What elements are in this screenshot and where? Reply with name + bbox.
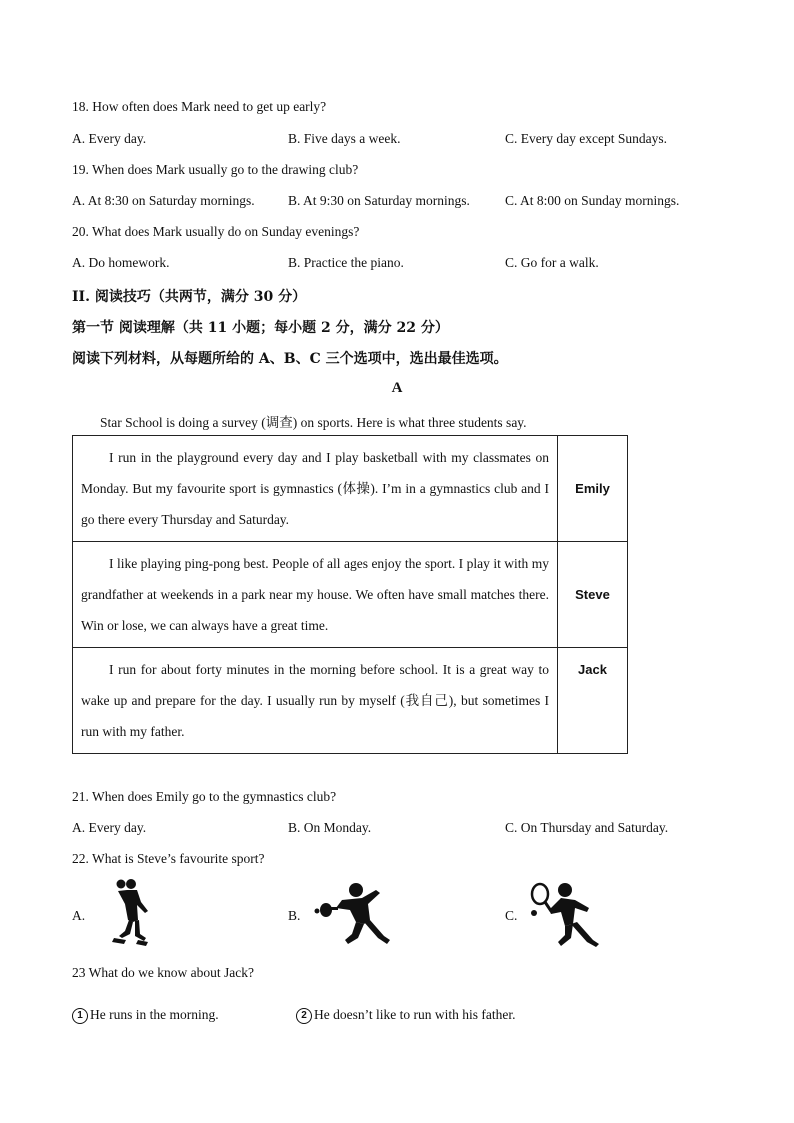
q19-option-c[interactable]: C. At 8:00 on Sunday mornings. [505,193,680,208]
row-text: I run in the playground every day and I play basketball with my classmates on Monday. But my favourite sport is gymnastics (体操). I’m in a gymnastics club and I go there every Thursday and Saturday. [81,450,549,527]
row-text: I like playing ping-pong best. People of all ages enjoy the sport. I play it with my grandfather at weekends in a park near my house. We often have small matches there. Win or lose, we can always have a great time. [81,556,549,633]
part-heading: 第一节 阅读理解（共 11 小题；每小题 2 分，满分 22 分） [72,320,449,336]
question-23: 23 What do we know about Jack? [72,965,254,980]
question-18: 18. How often does Mark need to get up early? [72,99,327,114]
question-20: 20. What does Mark usually do on Sunday evenings? [72,224,360,239]
passage-intro: Star School is doing a survey (调查) on sports. Here is what three students say. [100,415,527,430]
student-name: Jack [558,648,628,754]
tennis-player-icon[interactable] [527,880,609,950]
q21-option-a[interactable]: A. Every day. [72,820,147,835]
table-row [73,542,628,648]
q20-option-a[interactable]: A. Do homework. [72,255,170,270]
q20-option-c[interactable]: C. Go for a walk. [505,255,599,270]
row-text: I run for about forty minutes in the morning before school. It is a great way to wake up and prepare for the day. I usually run by myself (我自己), but sometimes I run with my father. [81,662,549,739]
q18-option-c[interactable]: C. Every day except Sundays. [505,131,667,146]
q20-option-b[interactable]: B. Practice the piano. [288,255,404,270]
circled-number: 1 [72,1008,88,1024]
survey-table [72,435,628,754]
ping-pong-player-icon[interactable] [312,880,396,948]
table-row [73,436,628,542]
circled-number: 2 [296,1008,312,1024]
question-19: 19. When does Mark usually go to the drawing club? [72,162,359,177]
passage-label: A [391,380,403,396]
q18-option-b[interactable]: B. Five days a week. [288,131,401,146]
student-name: Steve [558,542,628,648]
statement-text: He runs in the morning. [90,1007,219,1022]
table-row [73,648,628,754]
q22-option-b[interactable]: B. [288,908,301,923]
q22-option-a[interactable]: A. [72,908,86,923]
q21-option-b[interactable]: B. On Monday. [288,820,372,835]
question-21: 21. When does Emily go to the gymnastics club? [72,789,337,804]
q22-option-c[interactable]: C. [505,908,518,923]
q18-option-a[interactable]: A. Every day. [72,131,147,146]
question-22: 22. What is Steve’s favourite sport? [72,851,265,866]
student-name: Emily [558,436,628,542]
section-heading: II. 阅读技巧（共两节，满分 30 分） [72,289,307,305]
q19-option-a[interactable]: A. At 8:30 on Saturday mornings. [72,193,255,208]
q23-statement-1[interactable] [72,1007,219,1024]
statement-text: He doesn’t like to run with his father. [314,1007,516,1022]
q19-option-b[interactable]: B. At 9:30 on Saturday mornings. [288,193,470,208]
basketball-player-icon[interactable] [100,878,156,950]
q23-statement-2[interactable] [296,1007,515,1024]
q21-option-c[interactable]: C. On Thursday and Saturday. [505,820,669,835]
instruction-text: 阅读下列材料，从每题所给的 A、B、C 三个选项中，选出最佳选项。 [72,351,508,367]
